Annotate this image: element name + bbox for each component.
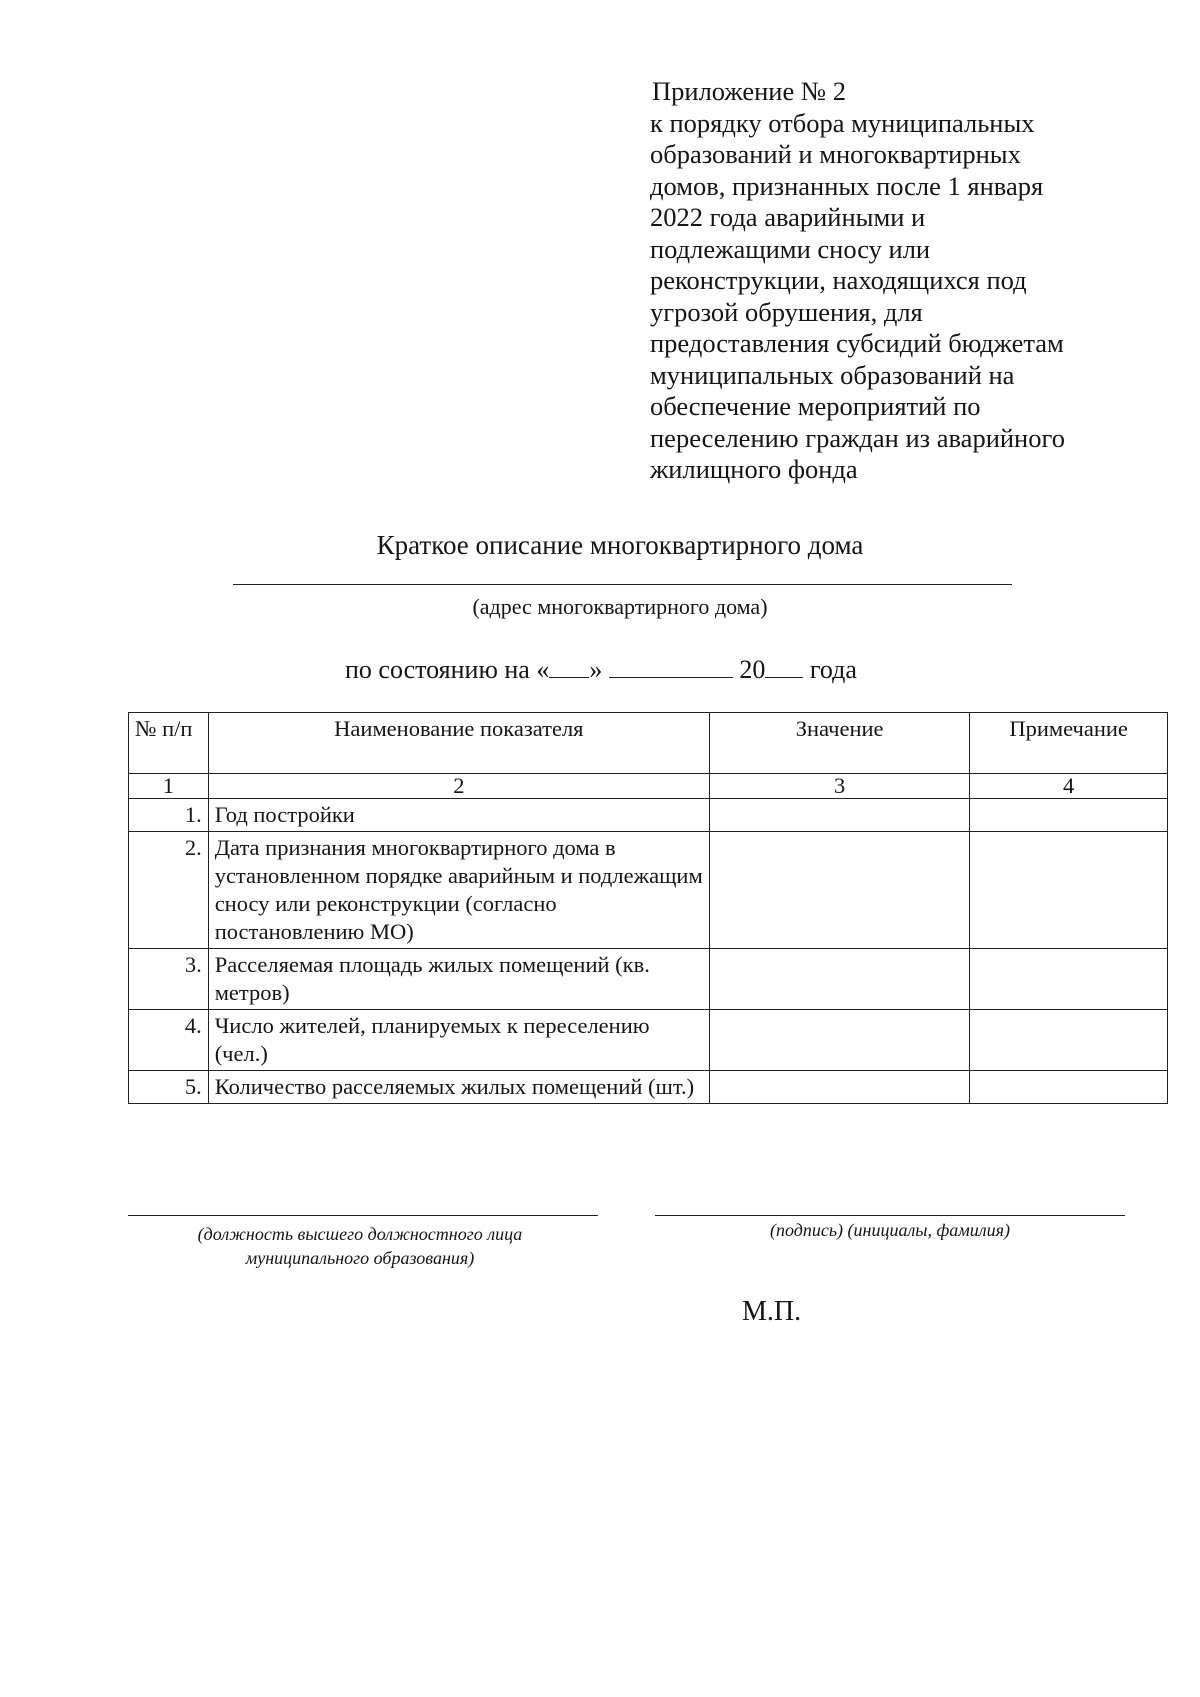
appendix-line: предоставления субсидий бюджетам (650, 328, 1064, 358)
row-value-cell[interactable] (710, 949, 970, 1010)
row-note-cell[interactable] (970, 832, 1168, 949)
appendix-line: угрозой обрушения, для (650, 296, 923, 327)
row-value-cell[interactable] (710, 799, 970, 832)
row-value-cell[interactable] (710, 1071, 970, 1104)
column-number: 1 (129, 774, 209, 799)
appendix-line: муниципальных образований на (650, 359, 1015, 390)
table-row (129, 1010, 1168, 1071)
appendix-line: 2022 года аварийными и (650, 202, 926, 232)
year-prefix: 20 (739, 655, 766, 684)
appendix-line: домов, признанных после 1 января (650, 170, 1044, 201)
appendix-line: жилищного фонда (650, 454, 858, 484)
row-name: Количество расселяемых жилых помещений (шт.) (208, 1071, 709, 1104)
appendix-block (650, 76, 1065, 486)
header-note: Примечание (970, 713, 1168, 774)
signature-line[interactable] (655, 1215, 1125, 1216)
row-number: 3. (129, 949, 209, 1010)
address-blank-line[interactable] (233, 584, 1012, 585)
appendix-line: подлежащими сносу или (650, 233, 931, 264)
row-number: 5. (129, 1071, 209, 1104)
column-number: 4 (970, 774, 1168, 799)
appendix-line: к порядку отбора муниципальных (650, 107, 1035, 138)
column-number: 3 (710, 774, 970, 799)
position-caption: (должность высшего должностного лица муниципального образования) (197, 1224, 523, 1268)
header-number: № п/п (129, 713, 209, 774)
position-signature-line[interactable] (128, 1215, 598, 1216)
row-note-cell[interactable] (970, 1010, 1168, 1071)
date-suffix: года (809, 655, 857, 684)
row-value-cell[interactable] (710, 1010, 970, 1071)
address-caption: (адрес многоквартирного дома) (472, 594, 768, 619)
row-note-cell[interactable] (970, 1071, 1168, 1104)
appendix-title: Приложение № 2 (652, 76, 847, 106)
row-number: 1. (129, 799, 209, 832)
appendix-line: образований и многоквартирных (650, 139, 1021, 169)
appendix-line: переселению граждан из аварийного (650, 422, 1065, 453)
row-note-cell[interactable] (970, 949, 1168, 1010)
header-indicator: Наименование показателя (208, 713, 709, 774)
column-number: 2 (208, 774, 709, 799)
row-value-cell[interactable] (710, 832, 970, 949)
date-prefix: по состоянию на « (345, 655, 550, 684)
table-row (129, 799, 1168, 832)
row-name: Расселяемая площадь жилых помещений (кв. метров) (208, 949, 709, 1010)
appendix-line: реконструкции, находящихся под (650, 265, 1027, 295)
year-blank[interactable] (765, 655, 803, 678)
month-blank[interactable] (609, 655, 733, 678)
day-blank[interactable] (549, 655, 589, 678)
table-row (129, 832, 1168, 949)
table-header-row (129, 713, 1168, 774)
row-number: 4. (129, 1010, 209, 1071)
row-note-cell[interactable] (970, 799, 1168, 832)
date-line (345, 655, 857, 685)
row-number: 2. (129, 832, 209, 949)
quote-close: » (589, 655, 603, 684)
header-value: Значение (710, 713, 970, 774)
table-row (129, 1071, 1168, 1104)
document-title: Краткое описание многоквартирного дома (376, 530, 864, 560)
row-name: Год постройки (208, 799, 709, 832)
appendix-line: обеспечение мероприятий по (650, 391, 981, 421)
stamp-place-label: М.П. (742, 1296, 802, 1327)
row-name: Дата признания многоквартирного дома в установленном порядке аварийным и подлежащим сносу или реконструкции (согласно постановлению МО) (208, 832, 709, 949)
indicators-table (128, 712, 1168, 1104)
column-numbers-row (129, 774, 1168, 799)
signature-caption: (подпись) (инициалы, фамилия) (770, 1220, 1010, 1240)
row-name: Число жителей, планируемых к переселению (чел.) (208, 1010, 709, 1071)
table-row (129, 949, 1168, 1010)
